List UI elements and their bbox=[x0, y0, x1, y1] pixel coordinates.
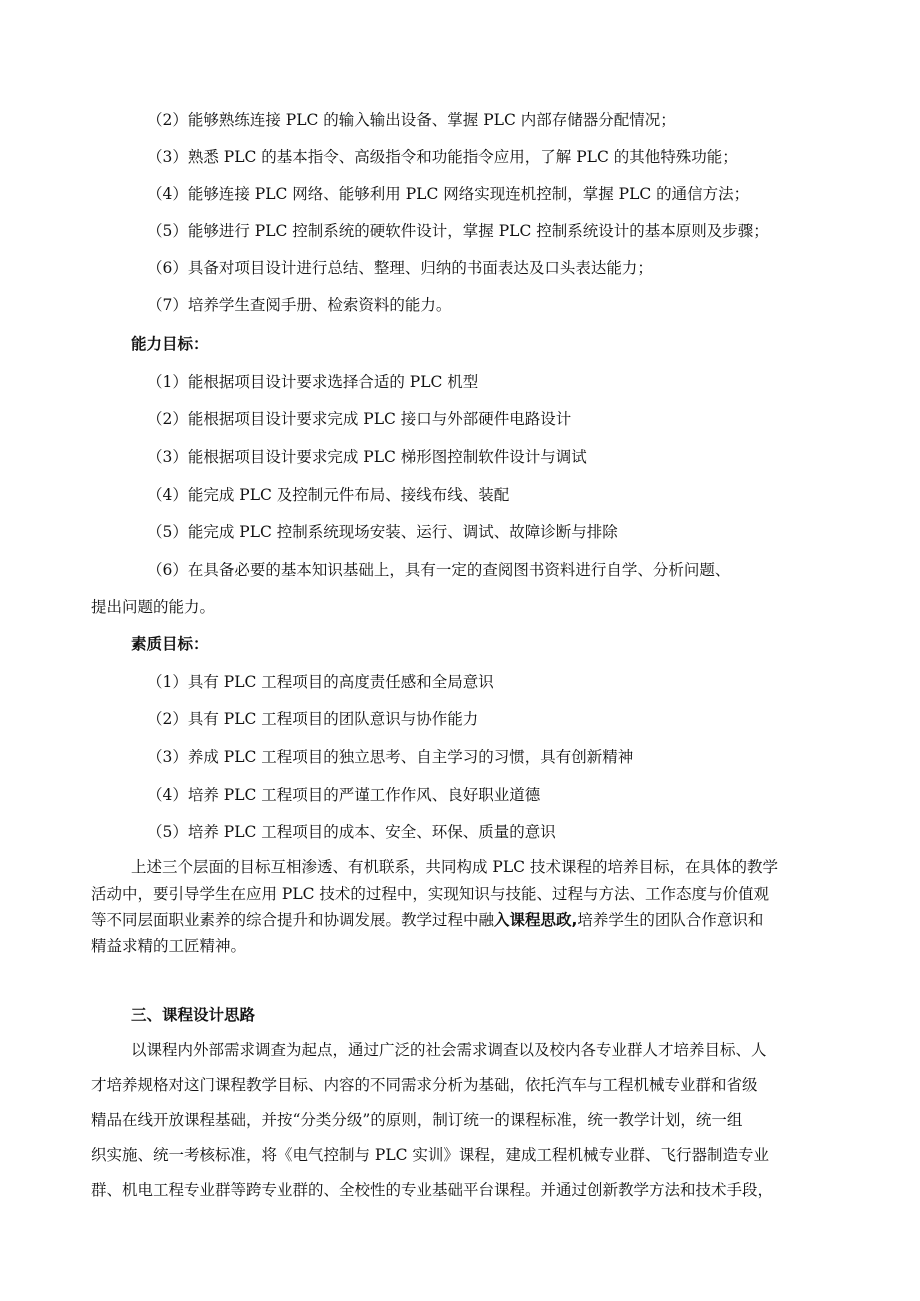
section-3-line-3: 精品在线开放课程基础，并按“分类分级”的原则，制订统一的课程标准，统一教学计划，统一组 bbox=[91, 1111, 743, 1129]
knowledge-item-5: （5）能够进行 PLC 控制系统的硬软件设计，掌握 PLC 控制系统设计的基本原则及步骤； bbox=[147, 222, 769, 240]
section-3-line-4: 织实施、统一考核标准，将《电气控制与 PLC 实训》课程，建成工程机械专业群、飞行器制造专业 bbox=[91, 1146, 769, 1164]
quality-item-1: （1）具有 PLC 工程项目的高度责任感和全局意识 bbox=[147, 673, 494, 691]
section-3-heading: 三、课程设计思路 bbox=[131, 1006, 256, 1024]
ability-item-1: （1）能根据项目设计要求选择合适的 PLC 机型 bbox=[147, 373, 479, 391]
section-3-line-1: 以课程内外部需求调查为起点，通过广泛的社会需求调查以及校内各专业群人才培养目标、人 bbox=[131, 1041, 767, 1059]
knowledge-item-6: （6）具备对项目设计进行总结、整理、归纳的书面表达及口头表达能力； bbox=[147, 259, 653, 277]
quality-item-3: （3）养成 PLC 工程项目的独立思考、自主学习的习惯，具有创新精神 bbox=[147, 748, 634, 766]
summary-line-4: 精益求精的工匠精神。 bbox=[91, 937, 247, 955]
ability-item-2: （2）能根据项目设计要求完成 PLC 接口与外部硬件电路设计 bbox=[147, 410, 572, 428]
summary-line-1: 上述三个层面的目标互相渗透、有机联系，共同构成 PLC 技术课程的培养目标，在具体的教学 bbox=[131, 858, 778, 876]
ability-item-3: （3）能根据项目设计要求完成 PLC 梯形图控制软件设计与调试 bbox=[147, 448, 587, 466]
knowledge-item-7: （7）培养学生查阅手册、检索资料的能力。 bbox=[147, 296, 452, 314]
ability-item-6: （6）在具备必要的基本知识基础上，具有一定的查阅图书资料进行自学、分析问题、 bbox=[147, 561, 731, 579]
ability-item-5: （5）能完成 PLC 控制系统现场安装、运行、调试、故障诊断与排除 bbox=[147, 523, 618, 541]
knowledge-item-4: （4）能够连接 PLC 网络、能够利用 PLC 网络实现连机控制，掌握 PLC 的通信方法； bbox=[147, 185, 750, 203]
section-3-line-2: 才培养规格对这门课程教学目标、内容的不同需求分析为基础，依托汽车与工程机械专业群和省级 bbox=[91, 1076, 758, 1094]
quality-heading: 素质目标： bbox=[131, 635, 209, 653]
summary-line-2: 活动中，要引导学生在应用 PLC 技术的过程中，实现知识与技能、过程与方法、工作态度与价值观 bbox=[91, 885, 769, 903]
quality-item-2: （2）具有 PLC 工程项目的团队意识与协作能力 bbox=[147, 710, 479, 728]
quality-item-5: （5）培养 PLC 工程项目的成本、安全、环保、质量的意识 bbox=[147, 823, 556, 841]
section-3-line-5: 群、机电工程专业群等跨专业群的、全校性的专业基础平台课程。并通过创新教学方法和技术手段， bbox=[91, 1181, 774, 1199]
summary-line-3: 等不同层面职业素养的综合提升和协调发展。教学过程中融入课程思政,培养学生的团队合作意识和 bbox=[91, 911, 764, 929]
quality-item-4: （4）培养 PLC 工程项目的严谨工作作风、良好职业道德 bbox=[147, 786, 541, 804]
ability-item-6-cont: 提出问题的能力。 bbox=[91, 598, 216, 616]
knowledge-item-3: （3）熟悉 PLC 的基本指令、高级指令和功能指令应用，了解 PLC 的其他特殊功能； bbox=[147, 148, 738, 166]
ideological-course-emphasis: 入课程思政, bbox=[494, 911, 578, 929]
knowledge-item-2: （2）能够熟练连接 PLC 的输入输出设备、掌握 PLC 内部存储器分配情况； bbox=[147, 111, 676, 129]
ability-item-4: （4）能完成 PLC 及控制元件布局、接线布线、装配 bbox=[147, 486, 510, 504]
ability-heading: 能力目标： bbox=[131, 335, 209, 353]
